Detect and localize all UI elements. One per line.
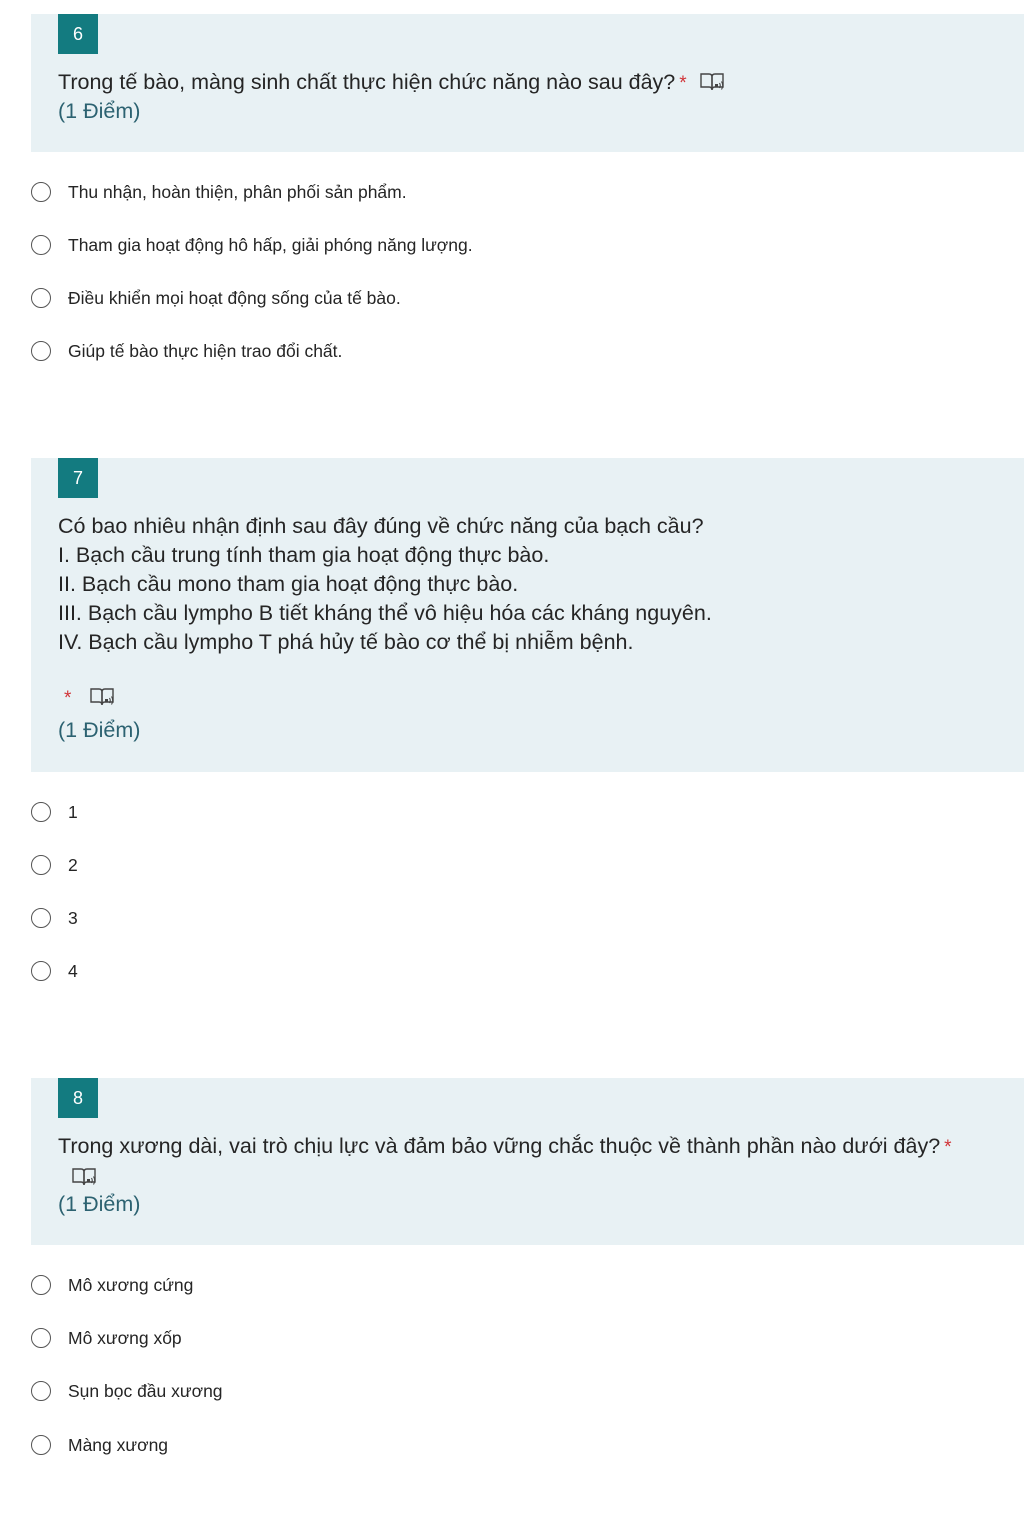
option-label: Sụn bọc đầu xương: [68, 1380, 223, 1401]
required-asterisk: *: [64, 688, 72, 709]
answer-option[interactable]: [31, 177, 407, 207]
immersive-reader-icon[interactable]: [699, 71, 725, 93]
radio-button[interactable]: [31, 908, 51, 928]
answer-option[interactable]: [31, 956, 78, 986]
question-title: [58, 1132, 1020, 1162]
option-label: Mô xương cứng: [68, 1274, 194, 1295]
radio-button[interactable]: [31, 961, 51, 981]
option-label: Mô xương xốp: [68, 1327, 182, 1348]
question-points: (1 Điểm): [58, 1192, 141, 1216]
statement-line: IV. Bạch cầu lympho T phá hủy tế bào cơ thể bị nhiễm bệnh.: [58, 630, 634, 654]
question-text: Trong xương dài, vai trò chịu lực và đảm bảo vững chắc thuộc về thành phần nào dưới đây?: [58, 1134, 941, 1158]
option-label: 4: [68, 960, 78, 981]
immersive-reader-icon[interactable]: [89, 686, 115, 708]
answer-option[interactable]: [31, 1270, 193, 1300]
answer-option[interactable]: [31, 1376, 223, 1406]
option-label: Thu nhận, hoàn thiện, phân phối sản phẩm.: [68, 181, 407, 202]
answer-option[interactable]: [31, 797, 78, 827]
question-title: [58, 512, 1004, 657]
radio-button[interactable]: [31, 855, 51, 875]
statement-line: II. Bạch cầu mono tham gia hoạt động thực bào.: [58, 572, 519, 596]
radio-button[interactable]: [31, 288, 51, 308]
answer-option[interactable]: [31, 1430, 168, 1460]
required-asterisk: *: [944, 1137, 952, 1158]
question-title: [58, 68, 1004, 98]
question-number-badge: 8: [58, 1078, 98, 1118]
question-8-header: [31, 1078, 1024, 1245]
option-label: Tham gia hoạt động hô hấp, giải phóng năng lượng.: [68, 234, 473, 255]
answer-option[interactable]: [31, 903, 78, 933]
required-asterisk: *: [679, 73, 687, 94]
radio-button[interactable]: [31, 1328, 51, 1348]
question-6-header: [31, 14, 1024, 152]
radio-button[interactable]: [31, 1381, 51, 1401]
option-label: Màng xương: [68, 1434, 169, 1455]
option-label: 1: [68, 801, 78, 822]
immersive-reader-row: [71, 1166, 97, 1192]
radio-button[interactable]: [31, 1435, 51, 1455]
answer-option[interactable]: [31, 1323, 182, 1353]
question-points: (1 Điểm): [58, 99, 141, 123]
answer-option[interactable]: [31, 336, 342, 366]
option-label: Giúp tế bào thực hiện trao đổi chất.: [68, 340, 343, 361]
question-text: Có bao nhiêu nhận định sau đây đúng về chức năng của bạch cầu?: [58, 514, 704, 538]
radio-button[interactable]: [31, 1275, 51, 1295]
answer-option[interactable]: [31, 850, 78, 880]
immersive-reader-icon[interactable]: [71, 1166, 97, 1188]
question-number-badge: 7: [58, 458, 98, 498]
radio-button[interactable]: [31, 341, 51, 361]
radio-button[interactable]: [31, 235, 51, 255]
required-row: [64, 686, 115, 712]
statement-line: I. Bạch cầu trung tính tham gia hoạt động thực bào.: [58, 543, 550, 567]
question-number-badge: 6: [58, 14, 98, 54]
answer-option[interactable]: [31, 230, 473, 260]
option-label: 2: [68, 854, 78, 875]
question-text: Trong tế bào, màng sinh chất thực hiện chức năng nào sau đây?: [58, 70, 676, 94]
answer-option[interactable]: [31, 283, 401, 313]
statement-line: III. Bạch cầu lympho B tiết kháng thể vô hiệu hóa các kháng nguyên.: [58, 601, 712, 625]
option-label: Điều khiển mọi hoạt động sống của tế bào.: [68, 287, 401, 308]
question-7-header: [31, 458, 1024, 772]
radio-button[interactable]: [31, 802, 51, 822]
question-points: (1 Điểm): [58, 718, 141, 742]
option-label: 3: [68, 907, 78, 928]
radio-button[interactable]: [31, 182, 51, 202]
